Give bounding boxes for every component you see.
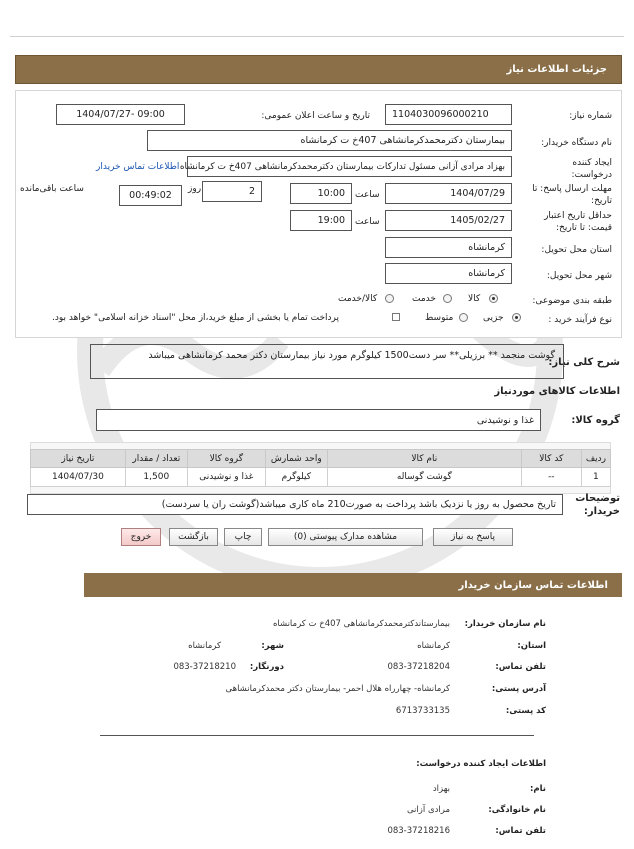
col-name: نام کالا xyxy=(327,450,521,468)
org-value: بیمارستاندکترمحمدکرمانشاهی 407خ ت کرمانشاه xyxy=(272,619,450,629)
validity-date-field: 1405/02/27 xyxy=(385,210,512,231)
province-contact-value: کرمانشاه xyxy=(417,641,450,651)
table-row xyxy=(31,468,611,487)
view-docs-button[interactable]: مشاهده مدارک پیوستی (0) xyxy=(268,528,423,546)
phone-contact-value: 083-37218204 xyxy=(387,662,450,672)
back-button[interactable]: بازگشت xyxy=(169,528,218,546)
goods-title: اطلاعات کالاهای موردنیاز xyxy=(494,386,620,397)
creator-name-value: بهزاد xyxy=(432,784,450,794)
validity-label: حداقل تاریخ اعتبار قیمت: تا تاریخ: xyxy=(544,211,612,233)
col-date: تاریخ نیاز xyxy=(31,450,126,468)
payment-note: پرداخت تمام یا بخشی از مبلغ خرید،از محل "اسناد خزانه اسلامی" خواهد بود. xyxy=(52,313,340,323)
buyer-contact-title: اطلاعات تماس سازمان خریدار xyxy=(84,573,622,597)
category-radio-service[interactable] xyxy=(443,294,452,303)
deadline-time-label: ساعت xyxy=(355,190,380,200)
need-number-label: شماره نیاز: xyxy=(569,111,612,121)
creator-family-label: نام خانوادگی: xyxy=(488,805,546,815)
process-option-minor: جزیی xyxy=(483,313,504,323)
process-option-medium: متوسط xyxy=(425,313,454,323)
goods-table xyxy=(30,449,611,487)
contact-divider xyxy=(100,735,534,736)
row-qty: 1,500 xyxy=(125,468,187,487)
row-group: غذا و نوشیدنی xyxy=(187,468,265,487)
postal-contact-label: کد پستی: xyxy=(505,706,546,716)
row-name: گوشت گوساله xyxy=(327,468,521,487)
day-label: روز xyxy=(188,184,202,194)
category-option-goods: کالا xyxy=(468,294,481,304)
top-divider xyxy=(10,36,624,37)
category-radio-goods[interactable] xyxy=(489,294,498,303)
city-label: شهر محل تحویل: xyxy=(546,271,612,281)
creator-field: بهزاد مرادی آزانی مسئول تدارکات بیمارستان دکترمحمدکرمانشاهی 407خ ت کرمانشاه xyxy=(187,156,512,177)
validity-time-field: 19:00 xyxy=(290,210,352,231)
category-option-both: کالا/خدمت xyxy=(338,294,378,304)
page-title: جزئیات اطلاعات نیاز xyxy=(15,55,622,84)
print-button[interactable]: چاپ xyxy=(224,528,262,546)
row-unit: کیلوگرم xyxy=(265,468,327,487)
row-index: 1 xyxy=(581,468,610,487)
city-contact-label: شهر: xyxy=(261,641,284,651)
process-radio-minor[interactable] xyxy=(512,313,521,322)
creator-contact-title: اطلاعات ایجاد کننده درخواست: xyxy=(416,759,546,769)
process-label: نوع فرآیند خرید : xyxy=(548,315,612,325)
payment-checkbox[interactable] xyxy=(392,313,400,321)
row-date: 1404/07/30 xyxy=(31,468,126,487)
goods-group-label: گروه کالا: xyxy=(571,415,620,426)
category-radio-both[interactable] xyxy=(385,294,394,303)
notes-field: تاریخ محصول به روز یا نزدیک باشد پرداخت به صورت210 ماه کاری میباشد(گوشت ران یا سردست) xyxy=(27,494,563,515)
col-unit: واحد شمارش xyxy=(265,450,327,468)
remaining-time-field: 00:49:02 xyxy=(119,185,182,206)
col-code: کد کالا xyxy=(521,450,581,468)
reply-button[interactable]: پاسخ به نیاز xyxy=(433,528,513,546)
address-contact-label: آدرس پستی: xyxy=(491,684,546,694)
goods-group-field: غذا و نوشیدنی xyxy=(96,409,541,431)
fax-contact-label: دورنگار: xyxy=(249,662,284,672)
notes-label: توضیحات خریدار: xyxy=(575,493,620,517)
deadline-label: مهلت ارسال پاسخ: تا تاریخ: xyxy=(532,184,612,206)
province-contact-label: استان: xyxy=(517,641,546,651)
buyer-label: نام دستگاه خریدار: xyxy=(541,138,612,148)
validity-time-label: ساعت xyxy=(355,217,380,227)
buyer-contact-link[interactable]: اطلاعات تماس خریدار xyxy=(96,162,180,172)
creator-family-value: مرادی آزانی xyxy=(406,805,450,815)
category-label: طبقه بندی موضوعی: xyxy=(532,296,612,306)
creator-phone-value: 083-37218216 xyxy=(387,826,450,836)
announce-label: تاریخ و ساعت اعلان عمومی: xyxy=(261,111,370,121)
province-field: کرمانشاه xyxy=(385,237,512,258)
category-option-service: خدمت xyxy=(412,294,436,304)
creator-label: ایجاد کننده درخواست: xyxy=(571,158,612,180)
col-group: گروه کالا xyxy=(187,450,265,468)
summary-field: گوشت منجمد ** برزیلی** سر دست1500 کیلوگرم مورد نیاز بیمارستان دکتر محمد کرمانشاهی میباشد xyxy=(90,344,564,379)
exit-button[interactable]: خروج xyxy=(121,528,161,546)
fax-contact-value: 083-37218210 xyxy=(173,662,236,672)
province-label: استان محل تحویل: xyxy=(541,245,612,255)
deadline-days-field: 2 xyxy=(202,181,262,202)
creator-phone-label: تلفن تماس: xyxy=(495,826,546,836)
deadline-time-field: 10:00 xyxy=(290,183,352,204)
org-label: نام سازمان خریدار: xyxy=(464,619,546,629)
deadline-date-field: 1404/07/29 xyxy=(385,183,512,204)
creator-name-label: نام: xyxy=(529,784,546,794)
remaining-label: ساعت باقی‌مانده xyxy=(20,184,84,194)
col-qty: تعداد / مقدار xyxy=(125,450,187,468)
summary-label: شرح کلی نیاز: xyxy=(548,357,620,368)
row-code: -- xyxy=(521,468,581,487)
process-radio-medium[interactable] xyxy=(459,313,468,322)
address-contact-value: کرمانشاه- چهارراه هلال احمر- بیمارستان دکتر محمدکرمانشاهی xyxy=(225,684,450,694)
city-contact-value: کرمانشاه xyxy=(188,641,221,651)
phone-contact-label: تلفن تماس: xyxy=(495,662,546,672)
announce-field: 1404/07/27- 09:00 xyxy=(56,104,185,125)
col-index: ردیف xyxy=(581,450,610,468)
city-field: کرمانشاه xyxy=(385,263,512,284)
buyer-field: بیمارستان دکترمحمدکرمانشاهی 407خ ت کرمانشاه xyxy=(147,130,512,151)
postal-contact-value: 6713733135 xyxy=(395,706,450,716)
need-number-field: 1104030096000210 xyxy=(385,104,512,125)
